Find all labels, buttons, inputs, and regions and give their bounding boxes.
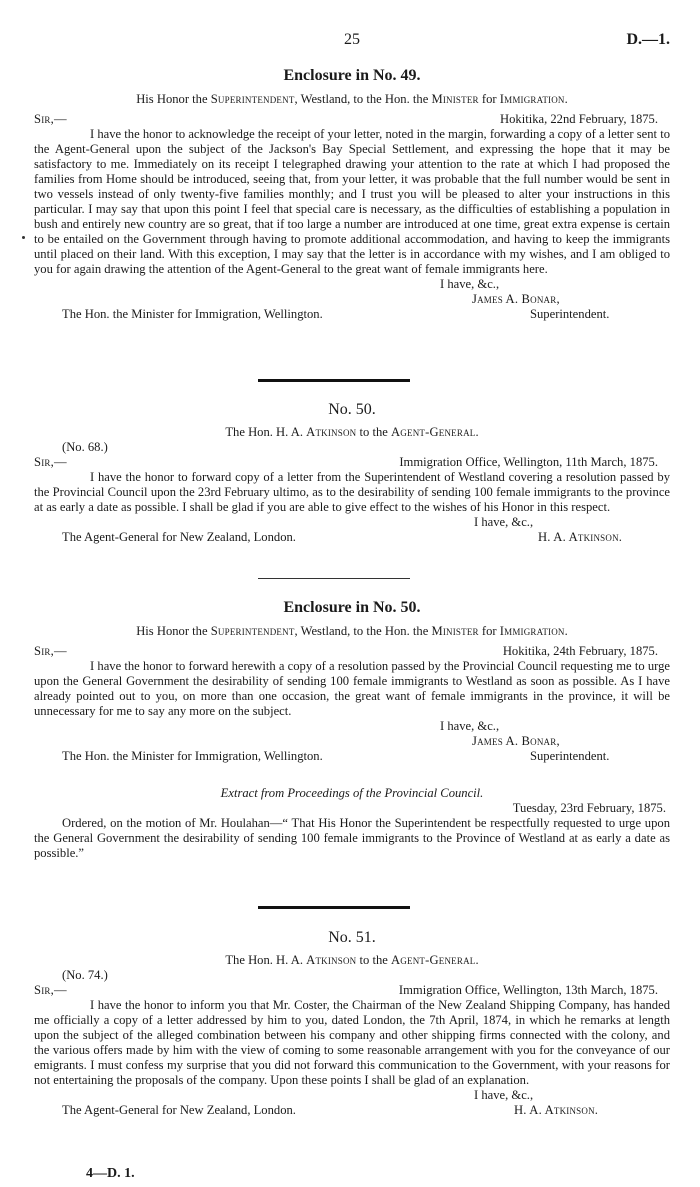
- section-subheading: The Hon. H. A. Atkinson to the Agent-General.: [225, 425, 479, 439]
- salutation-row: [34, 455, 670, 470]
- letter-body: I have the honor to forward copy of a letter from the Superintendent of Westland covering a resolution passed by the Provincial Council upon the 23rd February ultimo, as to the desirability of sending 100 female immigrants to the province at as early a date as possible. I shall be glad if you are able to give effect to the wishes of his Honor in this respect.: [34, 470, 670, 514]
- closing: I have, &c.,: [474, 1088, 534, 1102]
- signer-row: [34, 734, 670, 749]
- section-subheading: The Hon. H. A. Atkinson to the Agent-General.: [225, 953, 479, 967]
- enclosure-49: [34, 66, 670, 322]
- salutation: Sir,—: [34, 455, 67, 469]
- section-subheading: His Honor the Superintendent, Westland, to the Hon. the Minister for Immigration.: [136, 624, 568, 638]
- letter-no-50: [34, 400, 670, 545]
- closing-row: [34, 277, 670, 292]
- addressee: The Hon. the Minister for Immigration, Wellington.: [62, 307, 323, 321]
- place-date: Immigration Office, Wellington, 13th March, 1875.: [398, 983, 658, 997]
- closing-row: [34, 515, 670, 530]
- salutation: Sir,—: [34, 983, 67, 997]
- section-title: Enclosure in No. 50.: [283, 599, 421, 616]
- salutation: Sir,—: [34, 112, 67, 126]
- signer-row: [34, 292, 670, 307]
- section-title: No. 50.: [328, 401, 376, 418]
- letter-body: I have the honor to acknowledge the receipt of your letter, noted in the margin, forwarding a copy of a letter sent to the Agent-General upon the subject of the Jackson's Bay Special Settlement, and expressing the hope that it may be satisfactory to me. Immediately on its receipt I telegraphed drawing your attention to the rate at which I had proposed the families from Home should be introduced, seeing that, from your letter, it was probable that the full number would be sent in two vessels instead of only twenty-five families monthly; and I trust you will be pleased to alter your instructions in this particular. I may say that upon this point I feel that special care is necessary, as the difficulties of establishing a population in bush and entirely new country are so great, that if too large a number are introduced at one time, great extra expense is certain to be entailed on the Government through having to promote additional accommodation, and having to keep the immigrants until placed on their land. With this exception, I may say that the letter is in accordance with my wishes, and I am obliged to you for again drawing the attention of the Agent-General to the great want of female immigrants here.: [34, 127, 670, 276]
- signer: H. A. Atkinson.: [514, 1103, 599, 1117]
- place-date: Hokitika, 24th February, 1875.: [502, 644, 658, 658]
- closing: I have, &c.,: [474, 515, 534, 529]
- signer: H. A. Atkinson.: [538, 530, 623, 544]
- letter-body: I have the honor to forward herewith a copy of a resolution passed by the Provincial Council requesting me to urge upon the General Government the desirability of sending 100 female immigrants to Westland as soon as possible. As I have already pointed out to you, on more than one occasion, the great want of female immigrants in the province, it will be unnecessary for me to say any more on the subject.: [34, 659, 670, 718]
- document-code: D.—1.: [626, 31, 670, 48]
- salutation-row: [34, 644, 670, 659]
- page-number: 25: [344, 31, 360, 48]
- extract-body: Ordered, on the motion of Mr. Houlahan—“ That His Honor the Superintendent be respectfully requested to urge upon the General Government the desirability of sending 100 female immigrants to the Province of Westland at as early a date as possible.”: [34, 816, 670, 860]
- signer: James A. Bonar,: [472, 734, 560, 748]
- section-title: No. 51.: [328, 929, 376, 946]
- addressee-row: [34, 749, 670, 764]
- extract-title: Extract from Proceedings of the Provincial Council.: [220, 786, 484, 800]
- closing-row: [34, 719, 670, 734]
- addressee-row: [34, 307, 670, 322]
- section-subheading: His Honor the Superintendent, Westland, to the Hon. the Minister for Immigration.: [136, 92, 568, 106]
- closing-row: [34, 1088, 670, 1103]
- section-divider: [258, 379, 410, 382]
- addressee-row: [34, 1103, 670, 1118]
- section-divider: [258, 578, 410, 579]
- section-divider: [258, 906, 410, 909]
- addressee: The Agent-General for New Zealand, London.: [62, 530, 296, 544]
- addressee: The Hon. the Minister for Immigration, Wellington.: [62, 749, 323, 763]
- extract-date-row: [34, 801, 670, 816]
- letter-no-51: [34, 928, 670, 1118]
- reference-number: (No. 68.): [62, 440, 108, 454]
- salutation: Sir,—: [34, 644, 67, 658]
- closing: I have, &c.,: [440, 719, 500, 733]
- signer-title: Superintendent.: [530, 307, 610, 321]
- closing: I have, &c.,: [440, 277, 500, 291]
- salutation-row: [34, 983, 670, 998]
- signer: James A. Bonar,: [472, 292, 560, 306]
- addressee: The Agent-General for New Zealand, London.: [62, 1103, 296, 1117]
- margin-dot: [22, 236, 25, 239]
- place-date: Hokitika, 22nd February, 1875.: [500, 112, 658, 126]
- section-title: Enclosure in No. 49.: [283, 67, 421, 84]
- signature-mark: 4—D. 1.: [86, 1166, 135, 1181]
- letter-body: I have the honor to inform you that Mr. Coster, the Chairman of the New Zealand Shipping Company, has handed me officially a copy of a letter addressed by him to you, dated London, the 7th April, 1874, in which he remarks at length upon the subject of the alleged combination between his company and other shipping firms connected with the colony, and the various offers made by him with the view of coming to some reasonable arrangement with you for the conveyance of our emigrants. I must confess my surprise that you did not forward this communication to the Government, with your reasons for not entertaining the proposals of the company. Upon these points I shall be glad of an explanation.: [34, 998, 670, 1087]
- page-header: [34, 32, 670, 52]
- signer-title: Superintendent.: [530, 749, 610, 763]
- place-date: Immigration Office, Wellington, 11th March, 1875.: [399, 455, 658, 469]
- reference-number: (No. 74.): [62, 968, 108, 982]
- addressee-row: [34, 530, 670, 545]
- enclosure-50: [34, 598, 670, 861]
- extract-date: Tuesday, 23rd February, 1875.: [512, 801, 666, 815]
- salutation-row: [34, 112, 670, 127]
